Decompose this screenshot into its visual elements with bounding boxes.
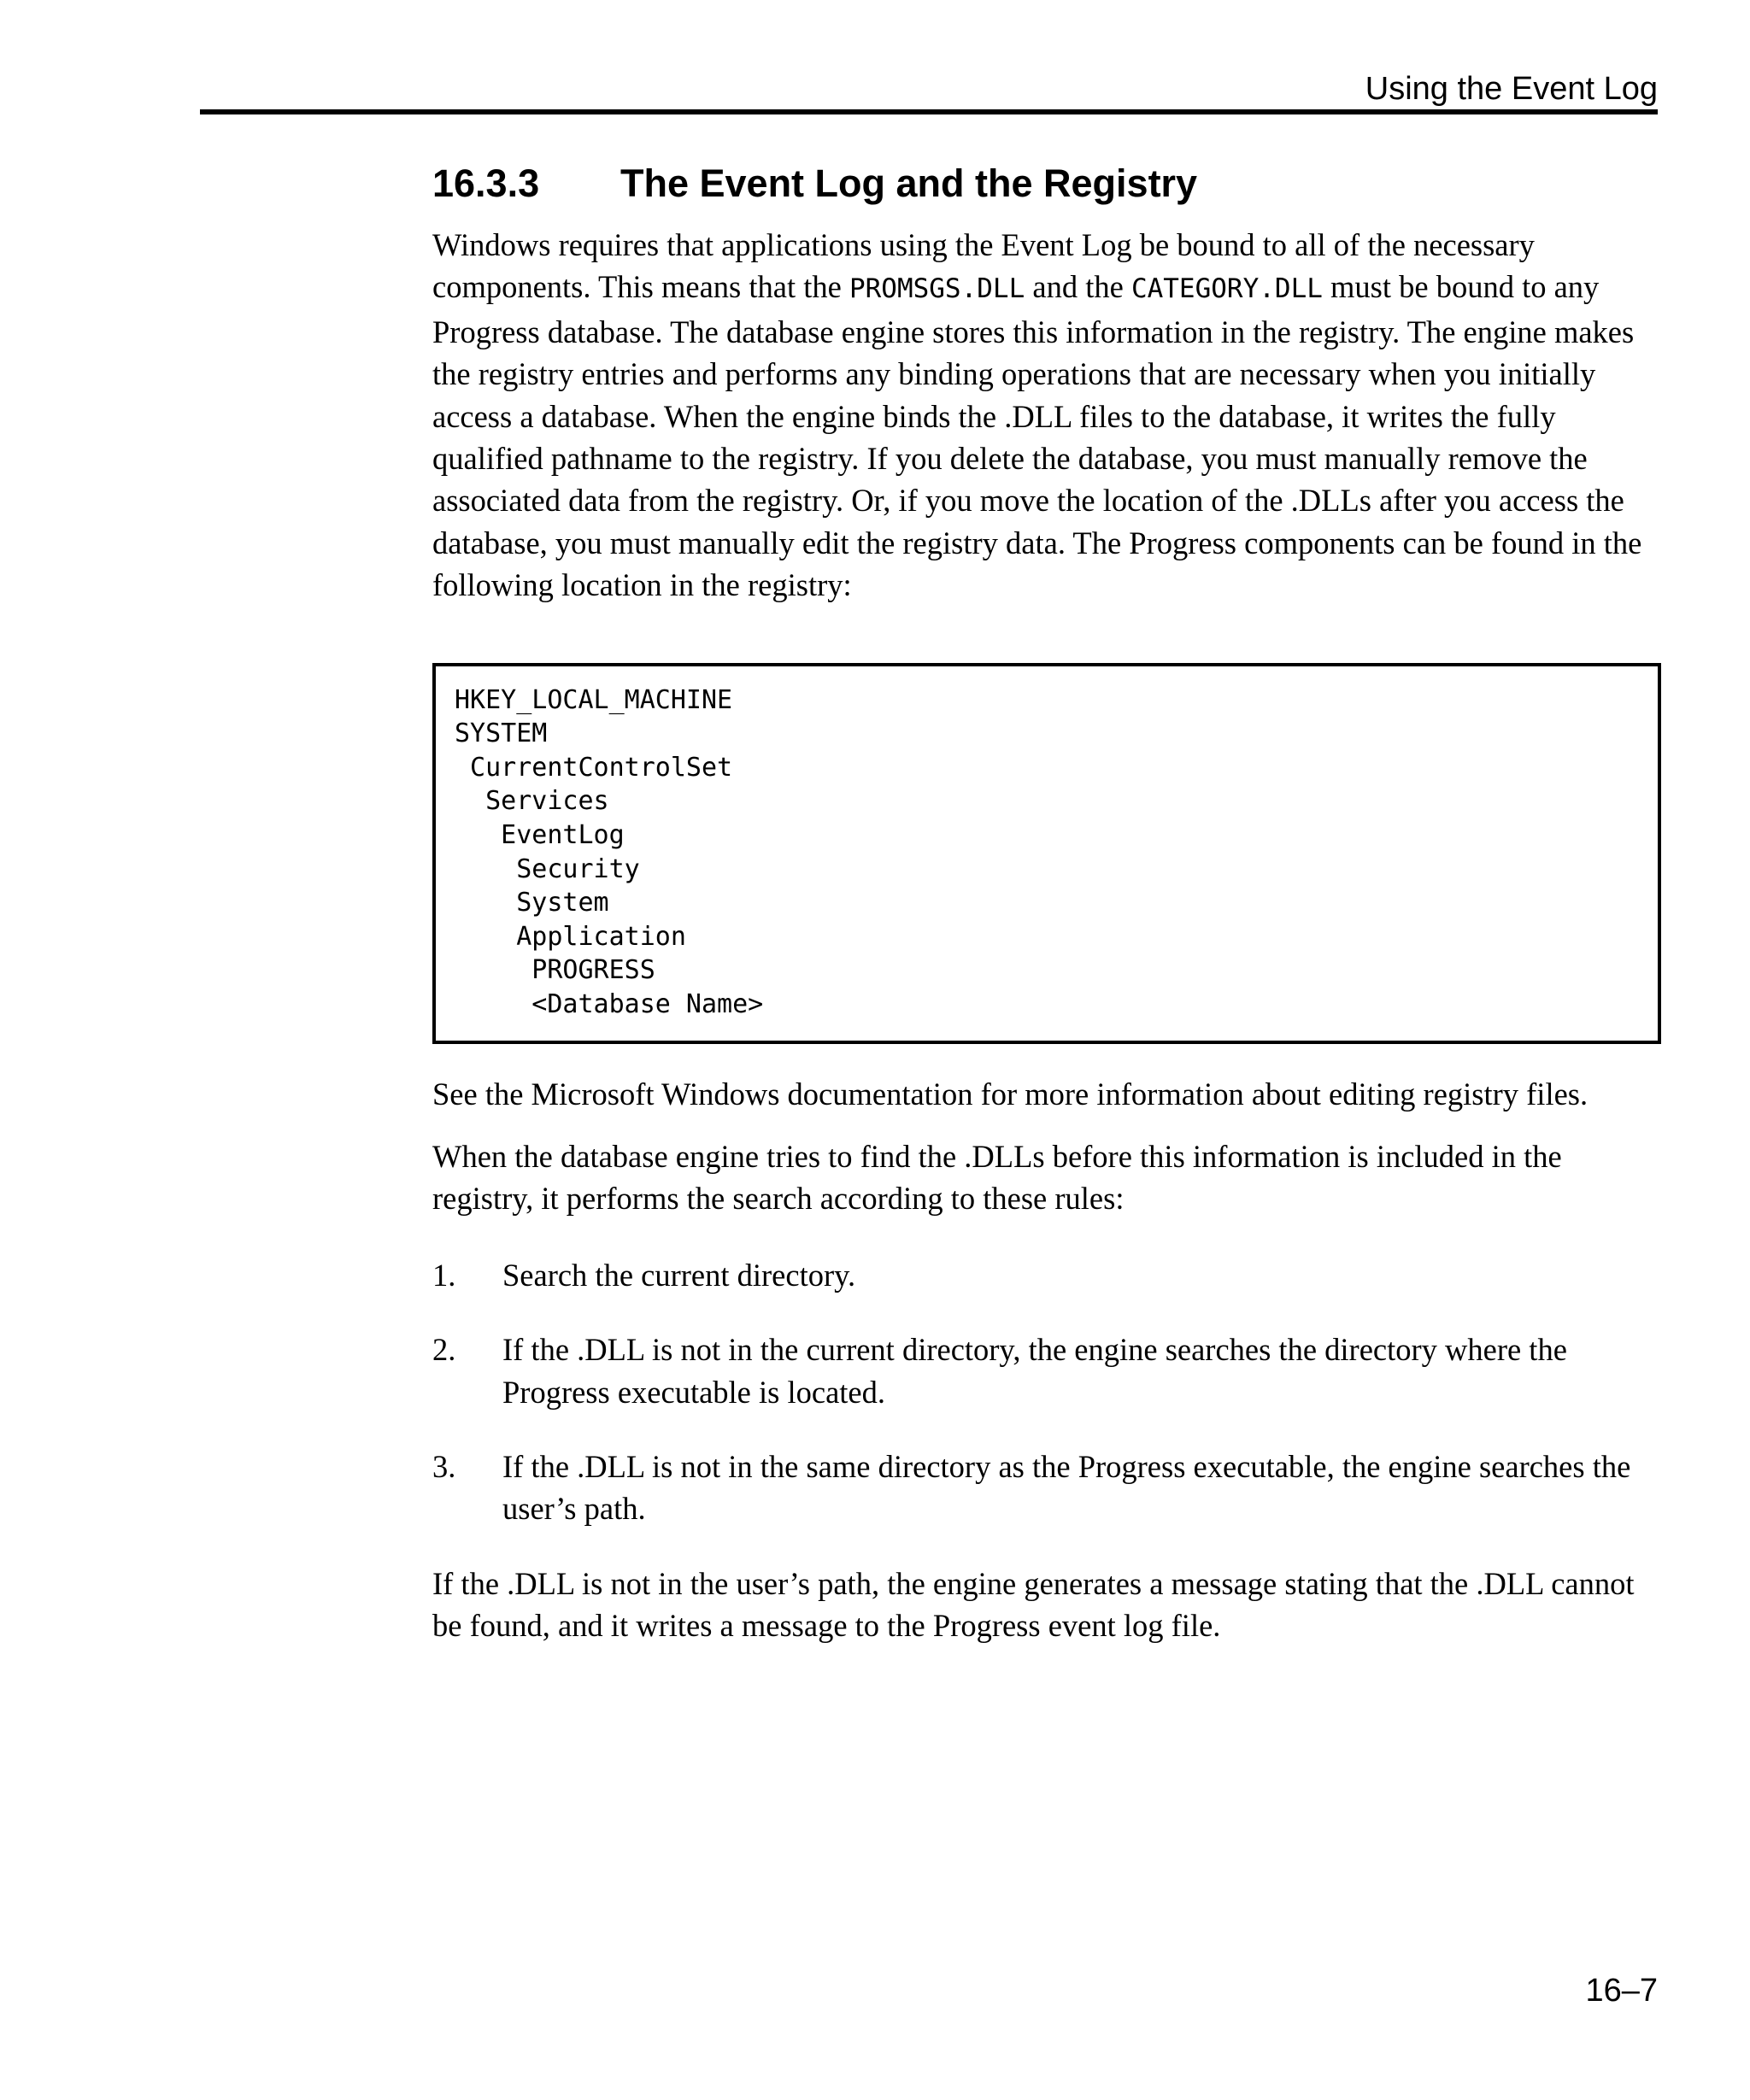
registry-line: HKEY_LOCAL_MACHINE	[455, 684, 733, 715]
registry-line: Services	[455, 786, 609, 817]
final-paragraph: If the .DLL is not in the user’s path, the engine generates a message stating that the .DLL cannot be found, and it writes a message to the Progress event log file.	[432, 1565, 1635, 1644]
page-content	[432, 154, 1661, 1647]
promsgs-dll-code: PROMSGS.DLL	[849, 273, 1025, 305]
intro-paragraph	[432, 224, 1661, 607]
section-title: The Event Log and the Registry	[620, 161, 1198, 205]
list-item-text: If the .DLL is not in the same directory as the Progress executable, the engine searches the user’s path.	[502, 1449, 1631, 1527]
list-item	[432, 1446, 1661, 1530]
registry-line: CurrentControlSet	[455, 752, 733, 783]
list-item	[432, 1329, 1661, 1413]
search-intro-paragraph: When the database engine tries to find the .DLLs before this information is included in the registry, it performs the search according to these rules:	[432, 1139, 1562, 1217]
registry-line: EventLog	[455, 820, 625, 851]
registry-line: <Database Name>	[455, 989, 764, 1019]
list-item-number: 3.	[432, 1449, 456, 1485]
intro-text-3: must be bound to any Progress database. The database engine stores this information in the registry. The engine makes the registry entries and performs any binding operations that are necessary when you initially access a database. When the engine binds the .DLL files to the database, it writes the fully qualified pathname to the registry. If you delete the database, you must manually remove the associated data from the registry. Or, if you move the location of the .DLLs after you access the database, you must manually edit the registry data. The Progress components can be found in the following location in the registry:	[432, 269, 1642, 603]
section-heading	[432, 154, 1661, 214]
registry-line: PROGRESS	[455, 955, 655, 986]
section-number: 16.3.3	[432, 161, 540, 205]
registry-line: Application	[455, 921, 686, 952]
registry-line: System	[455, 888, 609, 918]
registry-path-box	[432, 663, 1661, 1044]
header-rule	[200, 109, 1658, 114]
see-also-paragraph: See the Microsoft Windows documentation for more information about editing registry files.	[432, 1076, 1589, 1112]
registry-line: Security	[455, 853, 640, 884]
intro-text-2: and the	[1025, 269, 1131, 305]
registry-line: SYSTEM	[455, 719, 548, 749]
category-dll-code: CATEGORY.DLL	[1130, 273, 1323, 305]
running-head: Using the Event Log	[1365, 71, 1658, 107]
list-item	[432, 1254, 1661, 1296]
list-item-number: 1.	[432, 1257, 456, 1293]
page-number: 16–7	[1585, 1973, 1658, 2009]
list-item-text: Search the current directory.	[502, 1257, 856, 1293]
list-item-text: If the .DLL is not in the current directory, the engine searches the directory where the Progress executable is located.	[502, 1332, 1567, 1410]
intro-text-1: Windows requires that applications using the Event Log be bound to all of the necessary components. This means that the	[432, 227, 1535, 305]
list-item-number: 2.	[432, 1332, 456, 1368]
search-rules-list	[432, 1254, 1661, 1530]
